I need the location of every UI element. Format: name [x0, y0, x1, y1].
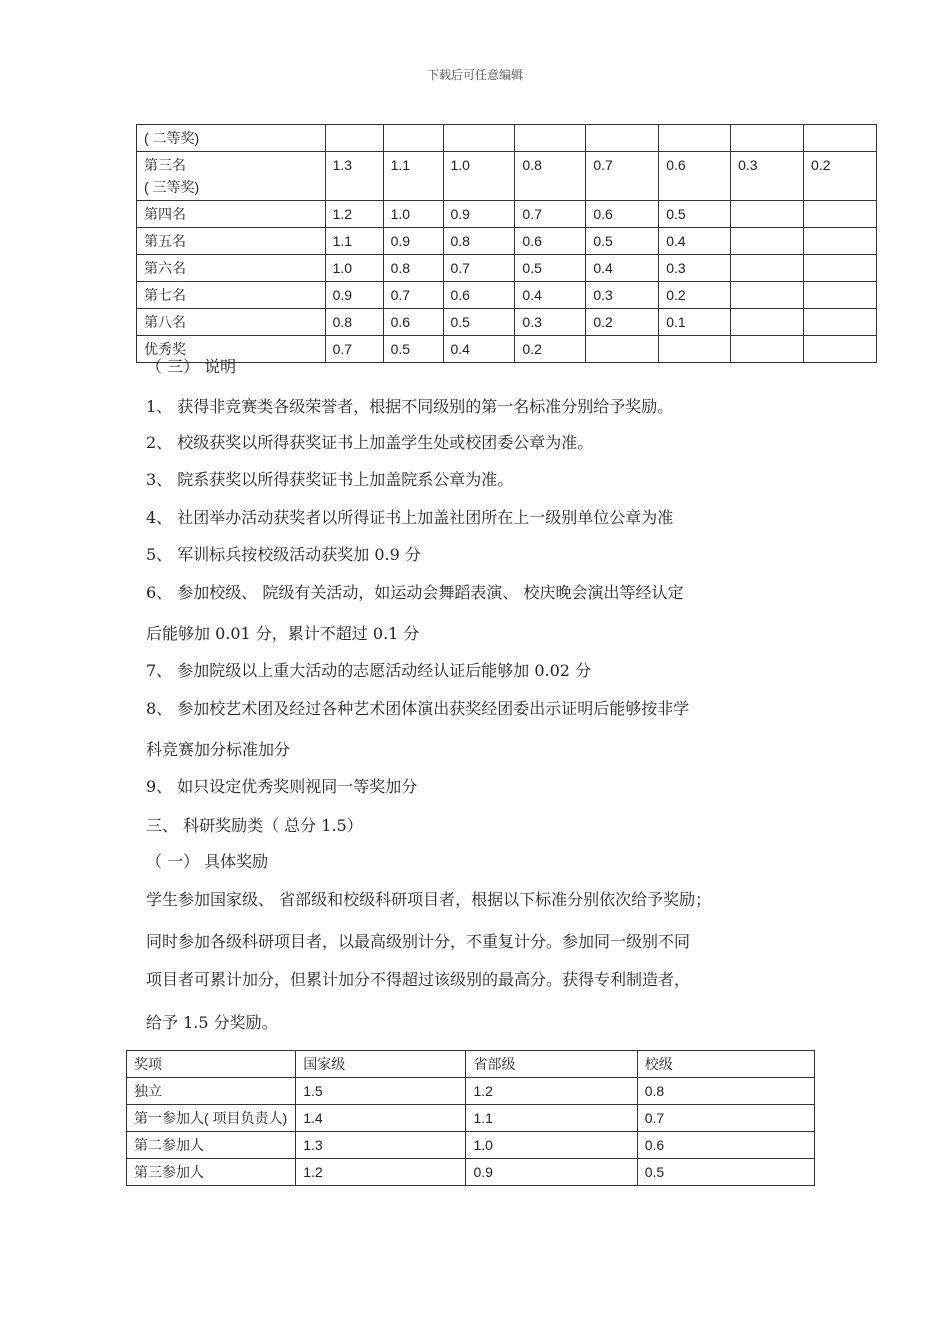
score-cell: 0.5 — [659, 201, 731, 228]
score-cell: 省部级 — [466, 1051, 637, 1078]
body-text-line: 项目者可累计加分，但累计加分不得超过该级别的最高分。获得专利制造者， — [146, 970, 691, 989]
score-cell: 0.6 — [383, 309, 443, 336]
score-cell: 1.0 — [466, 1132, 637, 1159]
score-cell — [804, 228, 877, 255]
table-row — [137, 255, 877, 282]
body-text-line: （ 一） 具体奖励 — [146, 852, 269, 871]
score-cell — [804, 255, 877, 282]
score-cell: 0.2 — [586, 309, 659, 336]
score-cell: 1.4 — [296, 1105, 466, 1132]
award-item-cell: 第三参加人 — [127, 1159, 296, 1186]
score-cell: 0.9 — [443, 201, 515, 228]
score-cell — [731, 125, 804, 152]
body-text-line: 4、 社团举办活动获奖者以所得证书上加盖社团所在上一级别单位公章为准 — [146, 508, 674, 527]
score-cell — [586, 125, 659, 152]
score-cell — [804, 201, 877, 228]
score-cell: 0.9 — [383, 228, 443, 255]
rank-cell: 第三名 ( 三等奖) — [137, 152, 326, 201]
table-row — [137, 201, 877, 228]
score-cell: 校级 — [637, 1051, 814, 1078]
score-cell — [383, 125, 443, 152]
score-cell: 0.8 — [515, 152, 586, 201]
score-cell: 0.5 — [383, 336, 443, 363]
score-cell: 0.3 — [586, 282, 659, 309]
award-item-cell: 奖项 — [127, 1051, 296, 1078]
score-cell: 0.7 — [515, 201, 586, 228]
rank-cell: 第七名 — [137, 282, 326, 309]
score-cell: 1.1 — [325, 228, 383, 255]
score-cell — [659, 125, 731, 152]
score-cell: 0.5 — [443, 309, 515, 336]
rank-cell: 优秀奖 — [137, 336, 326, 363]
score-cell: 0.4 — [443, 336, 515, 363]
score-cell: 0.7 — [383, 282, 443, 309]
score-cell: 0.7 — [637, 1105, 814, 1132]
score-cell — [731, 255, 804, 282]
score-cell: 0.8 — [325, 309, 383, 336]
score-cell: 0.5 — [637, 1159, 814, 1186]
score-cell — [804, 309, 877, 336]
body-text-line: 学生参加国家级、 省部级和校级科研项目者，根据以下标准分别依次给予奖励； — [146, 890, 712, 909]
table-row — [127, 1159, 815, 1186]
score-cell: 0.6 — [637, 1132, 814, 1159]
body-text-line: 1、 获得非竞赛类各级荣誉者，根据不同级别的第一名标准分别给予奖励。 — [146, 397, 674, 416]
body-text-line: 8、 参加校艺术团及经过各种艺术团体演出获奖经团委出示证明后能够按非学 — [146, 699, 690, 718]
score-cell: 0.2 — [804, 152, 877, 201]
body-text-line: 科竞赛加分标准加分 — [146, 740, 291, 759]
score-cell — [515, 125, 586, 152]
score-cell: 1.3 — [325, 152, 383, 201]
table-row — [127, 1105, 815, 1132]
table-header-row — [127, 1051, 815, 1078]
body-text-line: （ 三） 说明 — [146, 357, 237, 376]
score-cell — [443, 125, 515, 152]
award-item-cell: 独立 — [127, 1078, 296, 1105]
table-row — [137, 125, 877, 152]
score-cell: 0.7 — [443, 255, 515, 282]
rank-cell: 第五名 — [137, 228, 326, 255]
score-cell: 0.6 — [586, 201, 659, 228]
body-text-line: 后能够加 0.01 分，累计不超过 0.1 分 — [146, 624, 420, 643]
table-row — [127, 1078, 815, 1105]
score-cell: 1.1 — [383, 152, 443, 201]
body-text-line: 6、 参加校级、 院级有关活动，如运动会舞蹈表演、 校庆晚会演出等经认定 — [146, 583, 684, 602]
page-header: 下载后可任意编辑 — [426, 68, 523, 82]
table-row — [137, 309, 877, 336]
score-cell: 0.4 — [659, 228, 731, 255]
score-cell: 0.6 — [515, 228, 586, 255]
score-cell: 0.9 — [325, 282, 383, 309]
score-cell: 0.5 — [515, 255, 586, 282]
score-cell: 0.3 — [515, 309, 586, 336]
rank-cell: ( 二等奖) — [137, 125, 326, 152]
score-cell: 0.4 — [586, 255, 659, 282]
score-cell: 0.6 — [659, 152, 731, 201]
score-cell: 1.0 — [325, 255, 383, 282]
score-cell: 1.2 — [466, 1078, 637, 1105]
body-text-line: 9、 如只设定优秀奖则视同一等奖加分 — [146, 777, 418, 796]
award-item-cell: 第二参加人 — [127, 1132, 296, 1159]
score-cell: 0.2 — [515, 336, 586, 363]
body-text-line: 2、 校级获奖以所得获奖证书上加盖学生处或校团委公章为准。 — [146, 433, 594, 452]
score-cell — [804, 125, 877, 152]
score-cell: 0.5 — [586, 228, 659, 255]
score-cell: 1.3 — [296, 1132, 466, 1159]
body-text-line: 5、 军训标兵按校级活动获奖加 0.9 分 — [146, 545, 421, 564]
score-cell: 0.6 — [443, 282, 515, 309]
score-cell: 0.7 — [325, 336, 383, 363]
body-text-line: 三、 科研奖励类（ 总分 1.5） — [146, 816, 363, 835]
table-row — [127, 1132, 815, 1159]
score-cell: 1.2 — [325, 201, 383, 228]
table-row — [137, 228, 877, 255]
rank-cell: 第八名 — [137, 309, 326, 336]
score-cell: 1.0 — [443, 152, 515, 201]
rank-cell: 第四名 — [137, 201, 326, 228]
score-cell: 1.2 — [296, 1159, 466, 1186]
score-cell — [731, 282, 804, 309]
body-text-line: 7、 参加院级以上重大活动的志愿活动经认证后能够加 0.02 分 — [146, 661, 592, 680]
score-cell: 1.0 — [383, 201, 443, 228]
score-cell — [325, 125, 383, 152]
award-item-cell: 第一参加人( 项目负责人) — [127, 1105, 296, 1132]
score-cell: 0.8 — [443, 228, 515, 255]
score-cell: 0.8 — [383, 255, 443, 282]
body-text-line: 3、 院系获奖以所得获奖证书上加盖院系公章为准。 — [146, 470, 514, 489]
score-cell: 1.5 — [296, 1078, 466, 1105]
score-cell: 0.7 — [586, 152, 659, 201]
score-cell — [804, 282, 877, 309]
score-cell: 0.3 — [659, 255, 731, 282]
score-cell — [731, 309, 804, 336]
award-score-table — [136, 124, 877, 363]
table-row — [137, 152, 877, 201]
score-cell: 0.3 — [731, 152, 804, 201]
research-award-table — [126, 1050, 815, 1186]
rank-cell: 第六名 — [137, 255, 326, 282]
score-cell: 国家级 — [296, 1051, 466, 1078]
body-text-line: 同时参加各级科研项目者，以最高级别计分，不重复计分。参加同一级别不同 — [146, 932, 691, 951]
score-cell — [731, 201, 804, 228]
score-cell: 0.4 — [515, 282, 586, 309]
table-row — [137, 282, 877, 309]
score-cell: 0.1 — [659, 309, 731, 336]
score-cell: 0.9 — [466, 1159, 637, 1186]
score-cell: 1.1 — [466, 1105, 637, 1132]
score-cell: 0.8 — [637, 1078, 814, 1105]
body-text-line: 给予 1.5 分奖励。 — [146, 1013, 278, 1032]
score-cell — [731, 228, 804, 255]
score-cell: 0.2 — [659, 282, 731, 309]
